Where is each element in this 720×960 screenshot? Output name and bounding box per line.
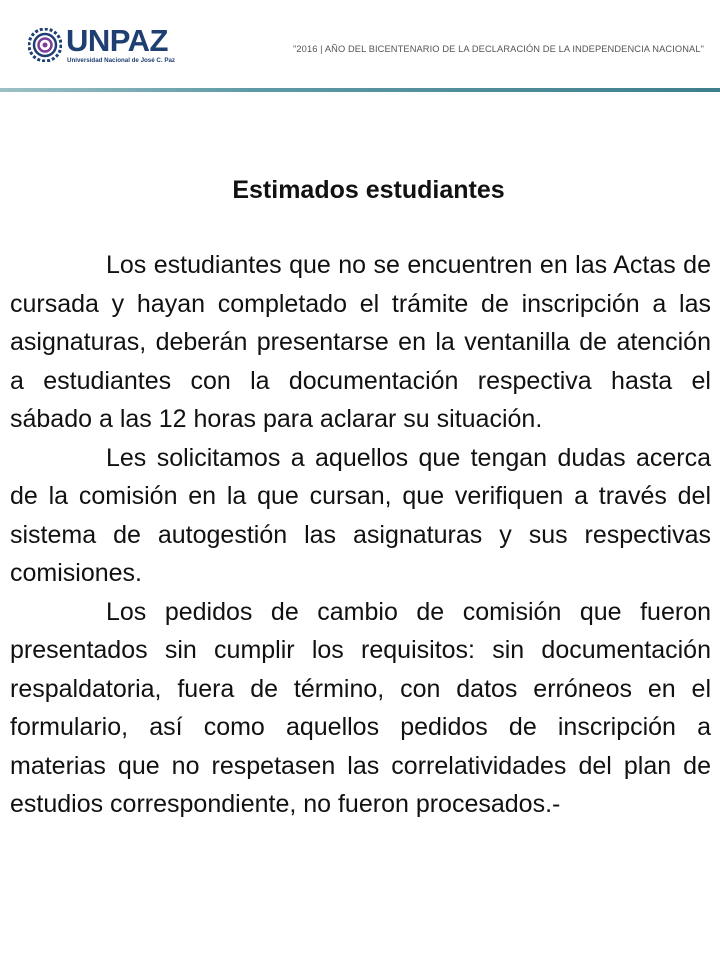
logo-subtitle: Universidad Nacional de José C. Paz	[67, 57, 175, 64]
page-header	[0, 0, 720, 90]
document-body	[10, 172, 711, 824]
unpaz-logo	[28, 23, 178, 70]
paragraph-2: Les solicitamos a aquellos que tengan dudas acerca de la comisión en la que cursan, que verifiquen a través del sistema de autogestión las asignaturas y sus respectivas comisiones.	[10, 443, 711, 587]
paragraph-1: Los estudiantes que no se encuentren en las Actas de cursada y hayan completado el trámite de inscripción a las asignaturas, deberán presentarse en la ventanilla de atención a estudiantes con la documentación respectiva hasta el sábado a las 12 horas para aclarar su situación.	[10, 251, 711, 433]
header-motto: "2016 | AÑO DEL BICENTENARIO DE LA DECLARACIÓN DE LA INDEPENDENCIA NACIONAL"	[293, 44, 704, 54]
header-divider	[0, 88, 720, 92]
logo-wordmark: UNPAZ	[66, 23, 168, 58]
unpaz-emblem-icon	[28, 28, 62, 62]
paragraph-3: Los pedidos de cambio de comisión que fueron presentados sin cumplir los requisitos: sin documentación respaldatoria, fuera de término, con datos erróneos en el formulario, así como aquellos pedidos de inscripción a materias que no respetasen las correlatividades del plan de estudios correspondiente, no fueron procesados.-	[10, 597, 711, 818]
document-title: Estimados estudiantes	[232, 176, 505, 204]
